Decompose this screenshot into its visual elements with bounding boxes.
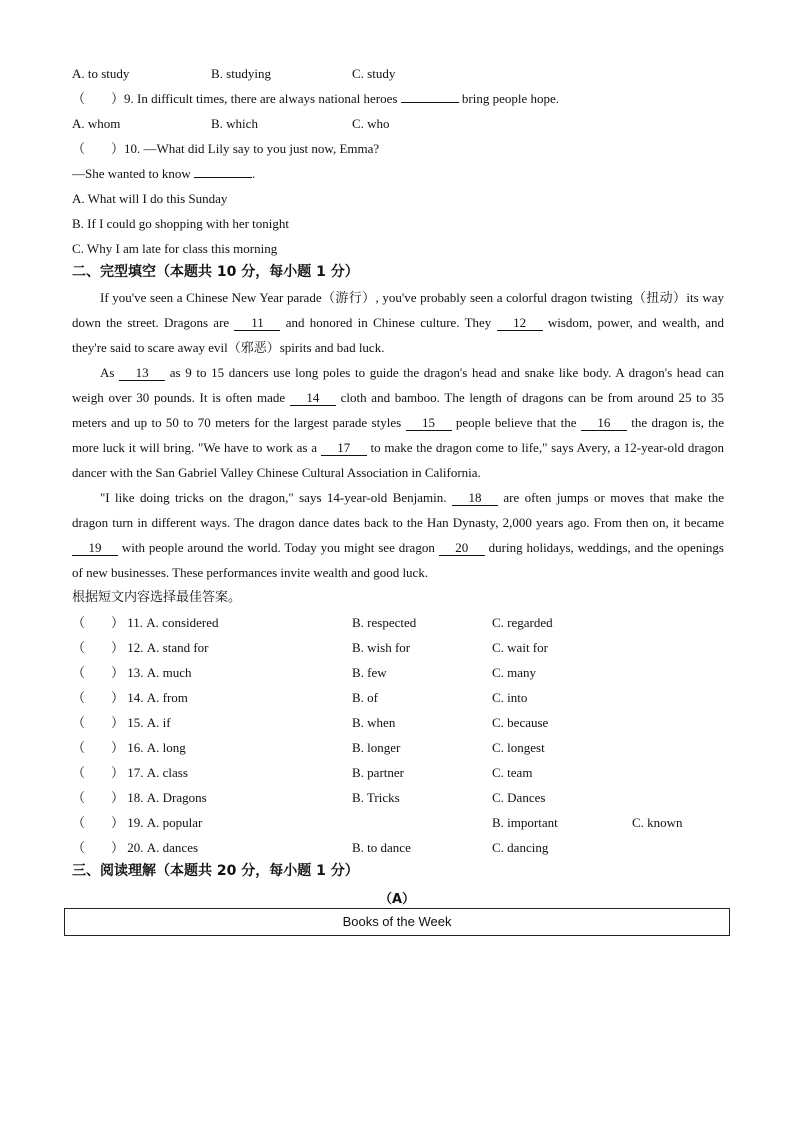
option-a: 16. A. long	[127, 740, 186, 755]
q9-option-c: C. who	[352, 116, 390, 131]
blank-18: 18	[452, 491, 498, 506]
blank-15: 15	[406, 416, 452, 431]
blank-12: 12	[497, 316, 543, 331]
blank-11: 11	[234, 316, 280, 331]
option-c: C. regarded	[492, 615, 553, 630]
passage-text: with people around the world. Today you might see dragon	[121, 540, 435, 555]
option-a: 12. A. stand for	[127, 640, 209, 655]
answer-paren: （ ）	[72, 815, 125, 830]
blank-19: 19	[72, 541, 118, 556]
option-c: C. into	[492, 690, 528, 705]
option-a: 15. A. if	[127, 715, 171, 730]
option-c: C. wait for	[492, 640, 548, 655]
answer-paren: （ ）	[72, 840, 125, 855]
passage-text: to make the dragon come to life," says Avery, a 12-year-old dragon dancer with the San Gabriel Valley Chinese Cultural Association in California.	[72, 440, 724, 480]
answer-paren: （ ）	[72, 665, 125, 680]
blank-17: 17	[321, 441, 367, 456]
cloze-paragraph-1	[72, 285, 724, 360]
option-b: B. longer	[352, 740, 401, 755]
passage-text: as 9 to 15 dancers use long poles to guide the dragon's head and snake like body. A dragon's head can weigh over 30 pounds. It is often made	[72, 365, 725, 405]
option-a: 20. A. dances	[127, 840, 199, 855]
option-b: B. respected	[352, 615, 417, 630]
section-3-heading: 三、阅读理解（本题共 20 分，每小题 1 分）	[72, 863, 359, 879]
answer-paren: （ ）	[72, 640, 125, 655]
question-10-reply	[72, 166, 255, 182]
table-title: Books of the Week	[342, 914, 452, 929]
option-b: B. important	[492, 815, 558, 830]
option-c: C. team	[492, 765, 533, 780]
option-c: C. dancing	[492, 840, 549, 855]
blank-20: 20	[439, 541, 485, 556]
option-b: B. when	[352, 715, 396, 730]
passage-text: "I like doing tricks on the dragon," says 14-year-old Benjamin.	[100, 490, 447, 505]
option-c: C. Dances	[492, 790, 546, 805]
blank-14: 14	[290, 391, 336, 406]
passage-text: wisdom, power, and wealth, and they're said to scare away evil（邪恶）spirits and bad luck.	[72, 315, 725, 355]
section-2-heading: 二、完型填空（本题共 10 分，每小题 1 分）	[72, 264, 359, 280]
q9-option-b: B. which	[211, 116, 258, 131]
passage-text: cloth and bamboo. The length of dragons can be from around 25 to 35 meters and up to 50 to 70 meters for the largest parade styles	[72, 390, 725, 430]
option-b: B. Tricks	[352, 790, 400, 805]
passage-text: people believe that the	[455, 415, 577, 430]
answer-paren: （ ）	[72, 690, 125, 705]
q9-option-a: A. whom	[72, 116, 121, 131]
option-c: C. many	[492, 665, 537, 680]
passage-text: As	[100, 365, 115, 380]
option-b: B. few	[352, 665, 387, 680]
answer-paren: （ ）	[72, 715, 125, 730]
cloze-paragraph-3	[72, 485, 724, 585]
answer-paren: （ ）	[72, 790, 125, 805]
blank-16: 16	[581, 416, 627, 431]
passage-text: are often jumps or moves that make the dragon turn in different ways. The dragon dance dates back to the Han Dynasty, 2,000 years ago. From then on, it became	[72, 490, 724, 530]
answer-paren: （ ）	[72, 740, 125, 755]
option-a: 13. A. much	[127, 665, 192, 680]
option-a: 14. A. from	[127, 690, 188, 705]
question-text: 10. —What did Lily say to you just now, Emma?	[124, 141, 380, 156]
question-9	[72, 91, 559, 107]
q10-option-a: A. What will I do this Sunday	[72, 191, 228, 206]
passage-text: If you've seen a Chinese New Year parade（游行）, you've probably seen a colorful dragon twisting（扭动）its way down the street. Dragons are	[72, 290, 724, 330]
passage-label: （A）	[378, 892, 416, 907]
reply-text: —She wanted to know	[72, 166, 191, 181]
option-a: 19. A. popular	[127, 815, 203, 830]
option-b: B. to dance	[352, 840, 411, 855]
question-text: 9. In difficult times, there are always national heroes	[124, 91, 398, 106]
answer-blank	[194, 177, 252, 178]
answer-paren: （ ）	[72, 615, 125, 630]
q8-option-a: A. to study	[72, 66, 130, 81]
q8-option-c: C. study	[352, 66, 396, 81]
option-c: C. known	[632, 815, 683, 830]
answer-blank	[401, 102, 459, 103]
option-c: C. because	[492, 715, 549, 730]
instruction-text: 根据短文内容选择最佳答案。	[72, 590, 242, 605]
option-a: 11. A. considered	[127, 615, 219, 630]
answer-paren: （ ）	[72, 765, 125, 780]
question-text: bring people hope.	[461, 91, 560, 106]
answer-paren: （ ）	[72, 141, 125, 156]
cloze-paragraph-2	[72, 360, 724, 485]
option-b: B. wish for	[352, 640, 411, 655]
books-table-header	[64, 908, 730, 936]
option-b: B. partner	[352, 765, 404, 780]
q10-option-c: C. Why I am late for class this morning	[72, 241, 278, 256]
reply-end: .	[252, 166, 256, 181]
question-10	[72, 141, 379, 157]
blank-13: 13	[119, 366, 165, 381]
option-a: 17. A. class	[127, 765, 188, 780]
q8-option-b: B. studying	[211, 66, 271, 81]
passage-text: and honored in Chinese culture. They	[285, 315, 492, 330]
answer-paren: （ ）	[72, 91, 125, 106]
option-a: 18. A. Dragons	[127, 790, 207, 805]
q10-option-b: B. If I could go shopping with her tonight	[72, 216, 290, 231]
option-b: B. of	[352, 690, 378, 705]
passage-text: during holidays, weddings, and the openings of new businesses. These performances invite wealth and good luck.	[72, 540, 724, 580]
passage-text: the dragon is, the more luck it will bring. "We have to work as a	[72, 415, 725, 455]
option-c: C. longest	[492, 740, 545, 755]
